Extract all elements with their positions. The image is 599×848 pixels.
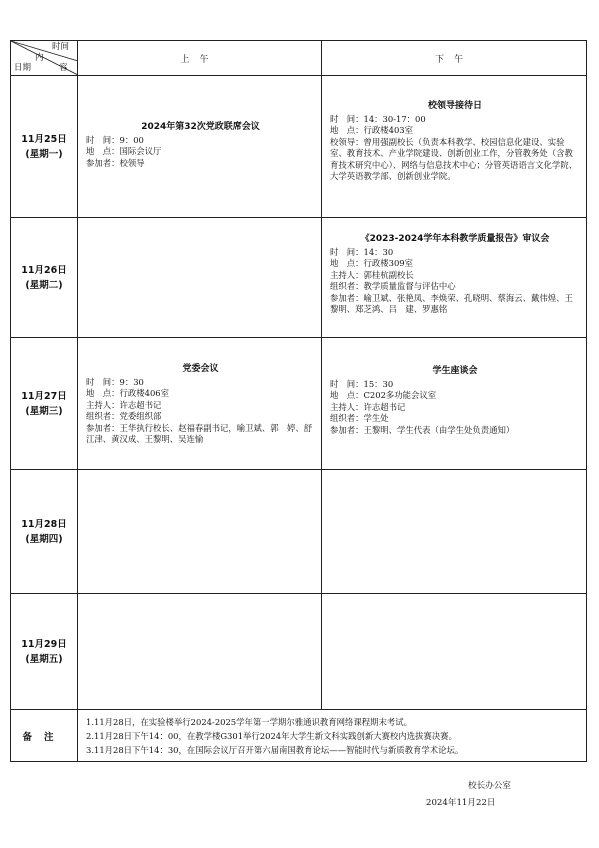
schedule-table <box>10 40 587 762</box>
issuing-office: 校长办公室 <box>468 781 511 791</box>
event-detail: 组织者：党委组织部 <box>86 411 162 422</box>
notes-content <box>78 710 587 762</box>
day-weekday: (星期一) <box>25 148 63 160</box>
corner-diagonal-header <box>11 41 78 76</box>
morning-cell <box>78 338 322 470</box>
day-label <box>11 218 78 338</box>
day-date: 11月28日 <box>21 518 67 530</box>
day-weekday: (星期五) <box>25 653 63 665</box>
event-detail: 地 点：C202多功能会议室 <box>330 390 437 401</box>
day-row <box>11 218 587 338</box>
event-detail: 时 间：14：30 <box>330 247 394 257</box>
day-row <box>11 338 587 470</box>
day-date: 11月29日 <box>21 638 67 650</box>
event-detail: 主持人：许志超书记 <box>330 401 406 412</box>
event-detail: 参加者：王华执行校长、赵福春副书记，喻卫斌、郭 婷、舒江津、黄汉成、王黎明、吴连愉 <box>86 422 313 445</box>
event <box>322 338 586 436</box>
day-weekday: (星期三) <box>25 405 63 417</box>
event-detail: 主持人：许志超书记 <box>86 399 162 410</box>
corner-content-label-bottom: 容 <box>59 63 68 73</box>
note-item: 2.11月28日下午14：00，在教学楼G301举行2024年大学生新文科实践创新大赛校内选拔赛决赛。 <box>86 731 457 741</box>
afternoon-cell <box>322 594 587 710</box>
event-detail: 时 间：14：30-17：00 <box>330 114 426 124</box>
event-detail: 时 间：9：30 <box>86 377 144 387</box>
afternoon-column-header: 下午 <box>322 41 587 76</box>
day-label <box>11 338 78 470</box>
event-detail: 地 点：行政楼403室 <box>330 125 413 136</box>
event-title: 校领导接待日 <box>427 101 482 111</box>
event-detail: 主持人：郭桂杭副校长 <box>330 269 414 280</box>
day-label <box>11 594 78 710</box>
event-detail: 地 点：行政楼406室 <box>86 388 169 399</box>
morning-column-header: 上午 <box>78 41 322 76</box>
day-row <box>11 594 587 710</box>
day-weekday: (星期二) <box>25 279 63 291</box>
event-title: 2024年第32次党政联席会议 <box>141 122 260 132</box>
event-detail: 组织者：学生处 <box>330 413 389 424</box>
event-title: 党委会议 <box>182 364 219 374</box>
afternoon-cell <box>322 218 587 338</box>
event-detail: 校领导：曾用强副校长（负责本科教学、校园信息化建设、实验室、教育技术、产业学院建设、创新创业工作，分管教务处（含教育技术研究中心）、网络与信息技术中心；分管英语语言文化学院、大学英语教学部、创新创业学院。 <box>330 136 578 182</box>
day-weekday: (星期四) <box>25 533 63 545</box>
day-date: 11月27日 <box>21 390 67 402</box>
afternoon-cell <box>322 338 587 470</box>
day-row <box>11 470 587 594</box>
event-title: 《2023-2024学年本科教学质量报告》审议会 <box>360 234 550 244</box>
day-label <box>11 76 78 218</box>
event-detail: 地 点：国际会议厅 <box>86 146 162 157</box>
morning-cell <box>78 76 322 218</box>
note-item: 3.11月28日下午14：30，在国际会议厅召开第六届南国教育论坛——智能时代与新质教育学术论坛。 <box>86 745 464 755</box>
issue-date: 2024年11月22日 <box>426 798 496 808</box>
event-title: 学生座谈会 <box>432 366 478 376</box>
event <box>78 338 321 445</box>
event-detail: 时 间：9：00 <box>86 135 144 145</box>
day-row <box>11 76 587 218</box>
event-detail: 参加者：王黎明、学生代表（由学生处负责通知） <box>330 424 515 435</box>
day-label <box>11 470 78 594</box>
header-row <box>11 41 587 76</box>
corner-date-label: 日期 <box>14 63 32 73</box>
notes-label: 备注 <box>11 710 78 762</box>
event <box>322 76 586 182</box>
event-detail: 时 间：15：30 <box>330 379 394 389</box>
afternoon-cell <box>322 76 587 218</box>
afternoon-cell <box>322 470 587 594</box>
day-date: 11月25日 <box>21 133 67 145</box>
morning-cell <box>78 218 322 338</box>
event <box>78 76 321 169</box>
day-date: 11月26日 <box>21 264 67 276</box>
note-item: 1.11月28日，在实验楼举行2024-2025学年第一学期尔雅通识教育网络课程期末考试。 <box>86 717 413 727</box>
weekly-schedule <box>10 40 586 763</box>
corner-time-label: 时间 <box>51 42 69 52</box>
event-detail: 组织者：教学质量监督与评估中心 <box>330 281 456 292</box>
event-detail: 地 点：行政楼309室 <box>330 258 413 269</box>
corner-content-label-top: 内 <box>35 53 44 63</box>
event-detail: 参加者：喻卫斌、张艳凤、李焕荣、孔晓明、蔡海云、戴伟煌、王黎明、郑芝鸿、吕 建、罗惠铭 <box>330 292 573 315</box>
notes-row <box>11 710 587 762</box>
morning-cell <box>78 594 322 710</box>
morning-cell <box>78 470 322 594</box>
event <box>322 218 586 315</box>
event-detail: 参加者：校领导 <box>86 157 145 168</box>
